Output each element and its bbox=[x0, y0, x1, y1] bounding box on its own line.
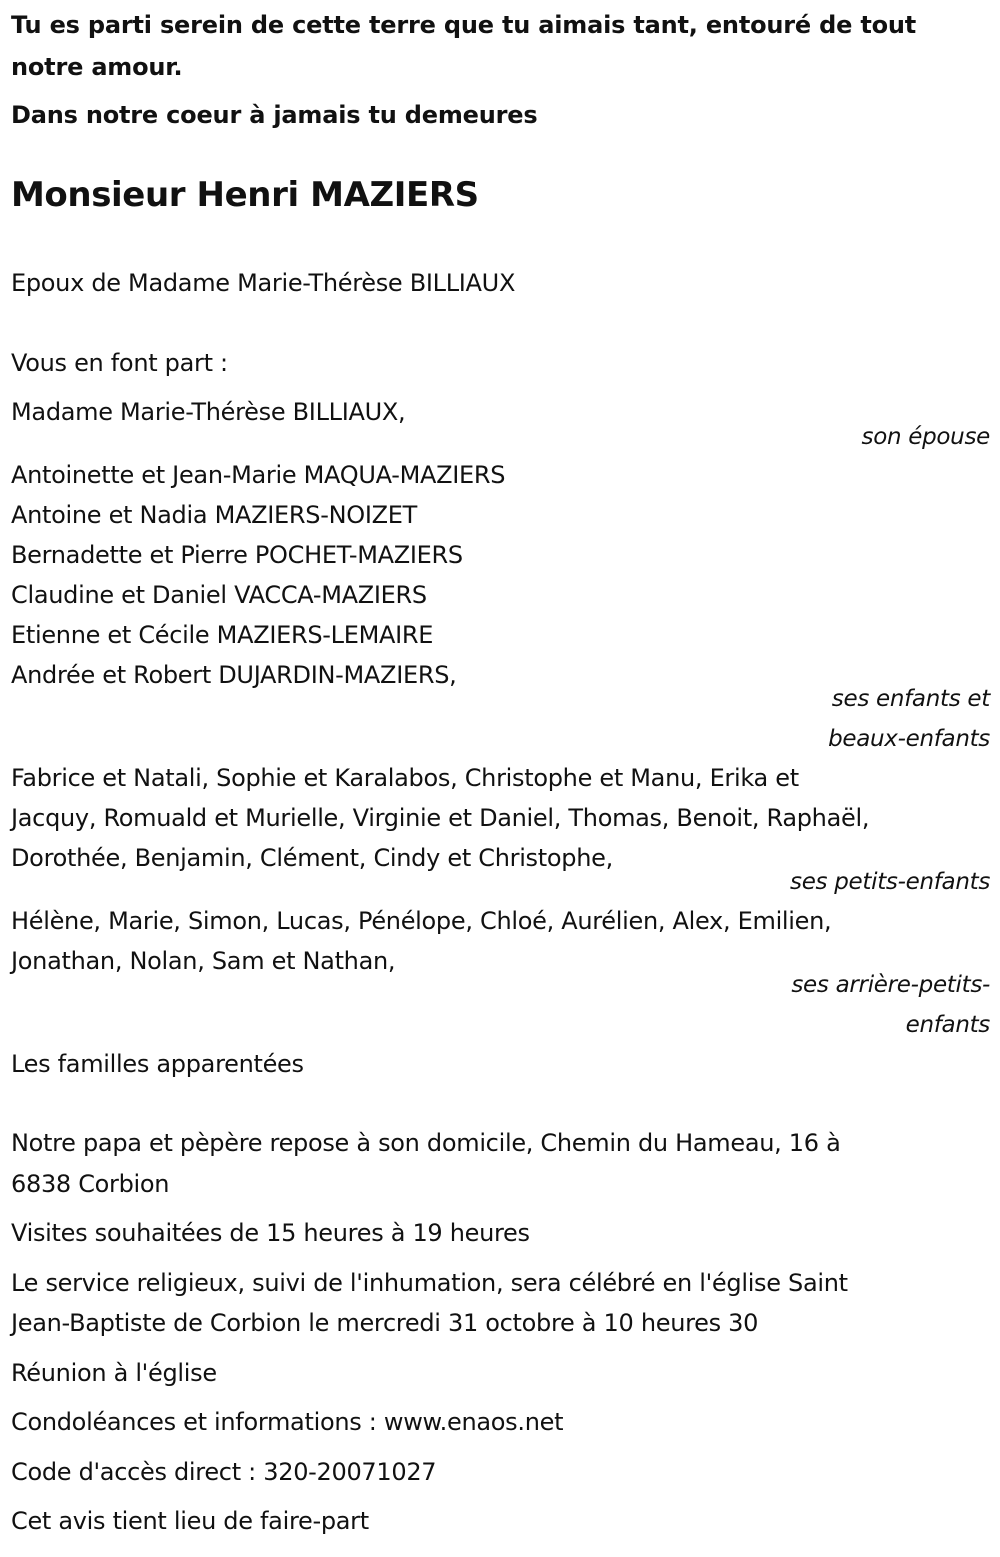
child-line: Antoine et Nadia MAZIERS-NOIZET bbox=[11, 501, 417, 529]
children-role: ses enfants et bbox=[831, 686, 990, 712]
grandchildren-line: Jacquy, Romuald et Murielle, Virginie et Daniel, Thomas, Benoit, Raphaël, bbox=[11, 804, 870, 832]
detail-line: Cet avis tient lieu de faire-part bbox=[11, 1507, 369, 1535]
child-line: Etienne et Cécile MAZIERS-LEMAIRE bbox=[11, 621, 434, 649]
child-line: Bernadette et Pierre POCHET-MAZIERS bbox=[11, 541, 463, 569]
epitaph-line: Tu es parti serein de cette terre que tu aimais tant, entouré de tout bbox=[11, 11, 917, 39]
children-role: beaux-enfants bbox=[828, 726, 990, 752]
grandchildren-line: Dorothée, Benjamin, Clément, Cindy et Christophe, bbox=[11, 844, 613, 872]
epitaph-line: Dans notre coeur à jamais tu demeures bbox=[11, 101, 538, 129]
great-grandchildren-line: Hélène, Marie, Simon, Lucas, Pénélope, Chloé, Aurélien, Alex, Emilien, bbox=[11, 907, 832, 935]
detail-line: Jean-Baptiste de Corbion le mercredi 31 octobre à 10 heures 30 bbox=[11, 1309, 759, 1337]
detail-line: 6838 Corbion bbox=[11, 1170, 170, 1198]
intro: Vous en font part : bbox=[11, 349, 228, 377]
deceased-name: Monsieur Henri MAZIERS bbox=[11, 175, 479, 215]
grandchildren-line: Fabrice et Natali, Sophie et Karalabos, Christophe et Manu, Erika et bbox=[11, 764, 799, 792]
great-grandchildren-line: Jonathan, Nolan, Sam et Nathan, bbox=[11, 947, 396, 975]
great-grandchildren-role: enfants bbox=[905, 1012, 990, 1038]
detail-line: Notre papa et pèpère repose à son domicile, Chemin du Hameau, 16 à bbox=[11, 1129, 841, 1157]
child-line: Claudine et Daniel VACCA-MAZIERS bbox=[11, 581, 427, 609]
spouse-role: son épouse bbox=[861, 424, 990, 450]
spouse-name: Madame Marie-Thérèse BILLIAUX, bbox=[11, 398, 406, 426]
detail-line: Visites souhaitées de 15 heures à 19 heures bbox=[11, 1219, 530, 1247]
detail-line: Le service religieux, suivi de l'inhumation, sera célébré en l'église Saint bbox=[11, 1269, 848, 1297]
grandchildren-role: ses petits-enfants bbox=[790, 869, 990, 895]
child-line: Antoinette et Jean-Marie MAQUA-MAZIERS bbox=[11, 461, 506, 489]
detail-line: Réunion à l'église bbox=[11, 1359, 217, 1387]
child-line: Andrée et Robert DUJARDIN-MAZIERS, bbox=[11, 661, 457, 689]
detail-line: Condoléances et informations : www.enaos.net bbox=[11, 1408, 564, 1436]
spouse-line: Epoux de Madame Marie-Thérèse BILLIAUX bbox=[11, 269, 516, 297]
families: Les familles apparentées bbox=[11, 1050, 304, 1078]
detail-line: Code d'accès direct : 320-20071027 bbox=[11, 1458, 437, 1486]
epitaph-line: notre amour. bbox=[11, 53, 183, 81]
great-grandchildren-role: ses arrière-petits- bbox=[791, 972, 990, 998]
